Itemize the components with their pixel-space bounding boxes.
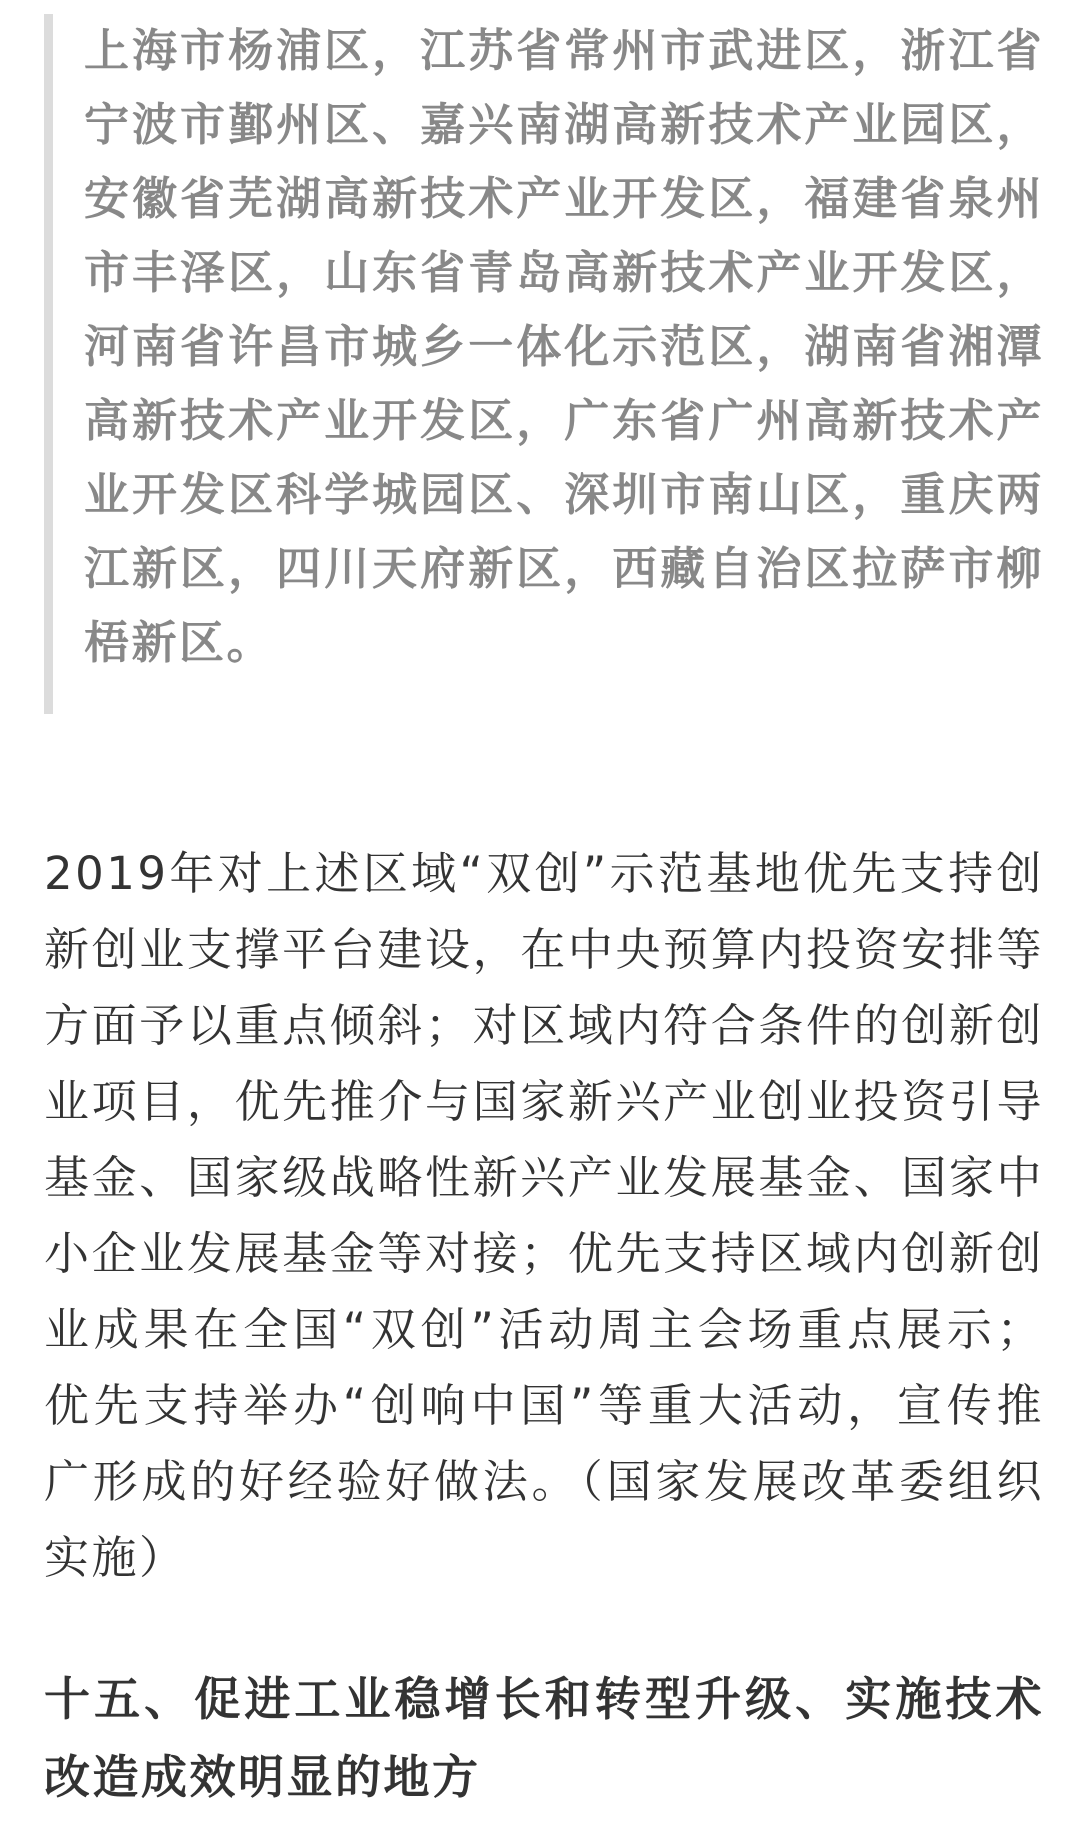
blockquote [44, 14, 1044, 714]
quote-text: 上海市杨浦区，江苏省常州市武进区，浙江省宁波市鄞州区、嘉兴南湖高新技术产业园区，安徽省芜湖高新技术产业开发区，福建省泉州市丰泽区，山东省青岛高新技术产业开发区，河南省许昌市城乡一体化示范区，湖南省湘潭高新技术产业开发区，广东省广州高新技术产业开发区科学城园区、深圳市南山区，重庆两江新区，四川天府新区，西藏自治区拉萨市柳梧新区。 [84, 24, 1044, 669]
body-paragraph: 2019年对上述区域“双创”示范基地优先支持创新创业支撑平台建设，在中央预算内投资安排等方面予以重点倾斜；对区域内符合条件的创新创业项目，优先推介与国家新兴产业创业投资引导基金、国家级战略性新兴产业发展基金、国家中小企业发展基金等对接；优先支持区域内创新创业成果在全国“双创”活动周主会场重点展示；优先支持举办“创响中国”等重大活动，宣传推广形成的好经验好做法。（国家发展改革委组织实施） [44, 847, 1044, 1584]
section-heading: 十五、促进工业稳增长和转型升级、实施技术改造成效明显的地方 [44, 1672, 1044, 1804]
